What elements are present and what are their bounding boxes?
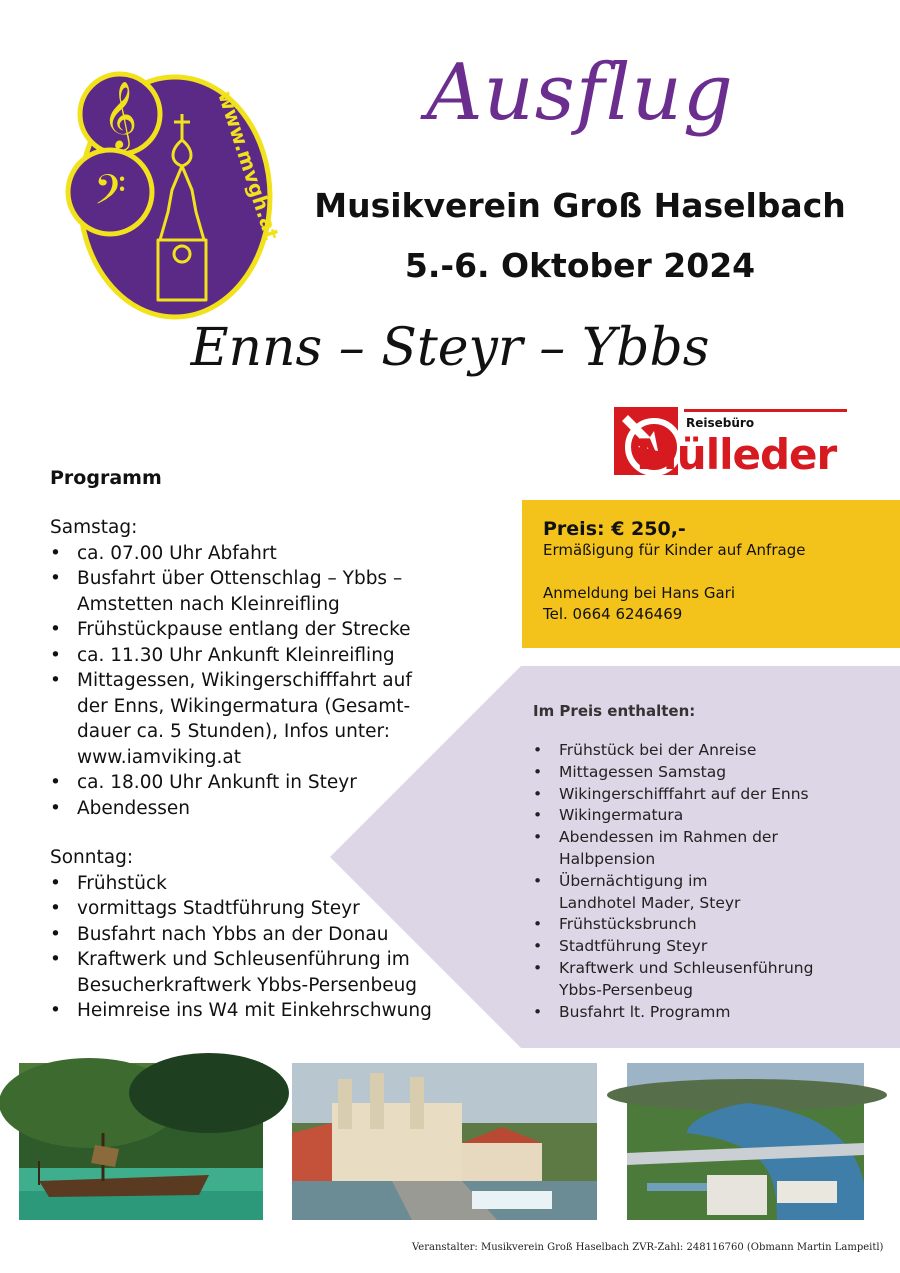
included-list: [533, 740, 893, 1023]
steyr-town-photo: [292, 1063, 597, 1220]
phone-line: Tel. 0664 6246469: [543, 605, 683, 623]
list-item: • Frühstück bei der Anreise: [533, 740, 893, 762]
list-item: • Busfahrt nach Ybbs an der Donau: [50, 922, 470, 948]
list-item: • vormittags Stadtführung Steyr: [50, 896, 470, 922]
list-item: • Mittagessen Samstag: [533, 762, 893, 784]
list-item: • ca. 18.00 Uhr Ankunft in Steyr: [50, 770, 470, 796]
list-item: • Kraftwerk und Schleusenführung im Besucherkraftwerk Ybbs-Persenbeug: [50, 947, 447, 998]
ybbs-power-plant-photo: [627, 1063, 864, 1220]
sunday-label: Sonntag:: [50, 847, 134, 868]
list-item: • Mittagessen, Wikingerschifffahrt auf der Enns, Wikingermatura (Gesamt-dauer ca. 5 Stunden), Infos unter: www.iamviking.at: [50, 668, 427, 770]
club-logo: [60, 62, 284, 322]
agency-name: Mülleder: [636, 430, 837, 479]
included-section: [533, 702, 893, 1023]
logo-rule: [684, 409, 847, 412]
club-name: Musikverein Groß Haselbach: [314, 186, 846, 225]
logo-url: www.mvgh.at: [213, 88, 284, 243]
list-item: • Frühstücksbrunch: [533, 914, 893, 936]
saturday-label: Samstag:: [50, 517, 138, 538]
list-item: • Abendessen: [50, 796, 470, 822]
sunday-list: [50, 871, 470, 1024]
list-item: • Busfahrt lt. Programm: [533, 1002, 893, 1024]
svg-text:𝄞: 𝄞: [102, 80, 138, 148]
list-item: • Übernächtigung im Landhotel Mader, Steyr: [533, 871, 789, 915]
travel-agency-logo: [614, 407, 847, 477]
discount-line: Ermäßigung für Kinder auf Anfrage: [543, 541, 806, 559]
list-item: • ca. 07.00 Uhr Abfahrt: [50, 541, 470, 567]
svg-text:𝄢: 𝄢: [93, 166, 127, 224]
agency-label: Reisebüro: [686, 416, 755, 430]
list-item: • Heimreise ins W4 mit Einkehrschwung: [50, 998, 470, 1024]
list-item: • ca. 11.30 Uhr Ankunft Kleinreifling: [50, 643, 470, 669]
event-date: 5.-6. Oktober 2024: [404, 246, 756, 285]
included-heading: Im Preis enthalten:: [533, 702, 696, 720]
list-item: • Stadtführung Steyr: [533, 936, 893, 958]
saturday-list: [50, 541, 470, 822]
footer-note: Veranstalter: Musikverein Groß Haselbach ZVR-Zahl: 248116760 (Obmann Martin Lampeitl): [412, 1242, 884, 1253]
list-item: • Frühstückpause entlang der Strecke: [50, 617, 470, 643]
list-item: • Busfahrt über Ottenschlag – Ybbs – Amstetten nach Kleinreifling: [50, 566, 407, 617]
list-item: • Kraftwerk und Schleusenführung Ybbs-Persenbeug: [533, 958, 859, 1002]
program-heading: Programm: [50, 467, 162, 489]
price-line: Preis: € 250,-: [543, 518, 686, 540]
program-section: [50, 467, 470, 1024]
registration-line: Anmeldung bei Hans Gari: [543, 584, 735, 602]
list-item: • Frühstück: [50, 871, 470, 897]
list-item: • Wikingermatura: [533, 805, 893, 827]
list-item: • Abendessen im Rahmen der Halbpension: [533, 827, 829, 871]
page-title: Ausflug: [426, 48, 734, 138]
list-item: • Wikingerschifffahrt auf der Enns: [533, 784, 893, 806]
route-title: Enns – Steyr – Ybbs: [190, 318, 710, 378]
price-box: [522, 500, 900, 648]
viking-ship-photo: [19, 1063, 263, 1220]
